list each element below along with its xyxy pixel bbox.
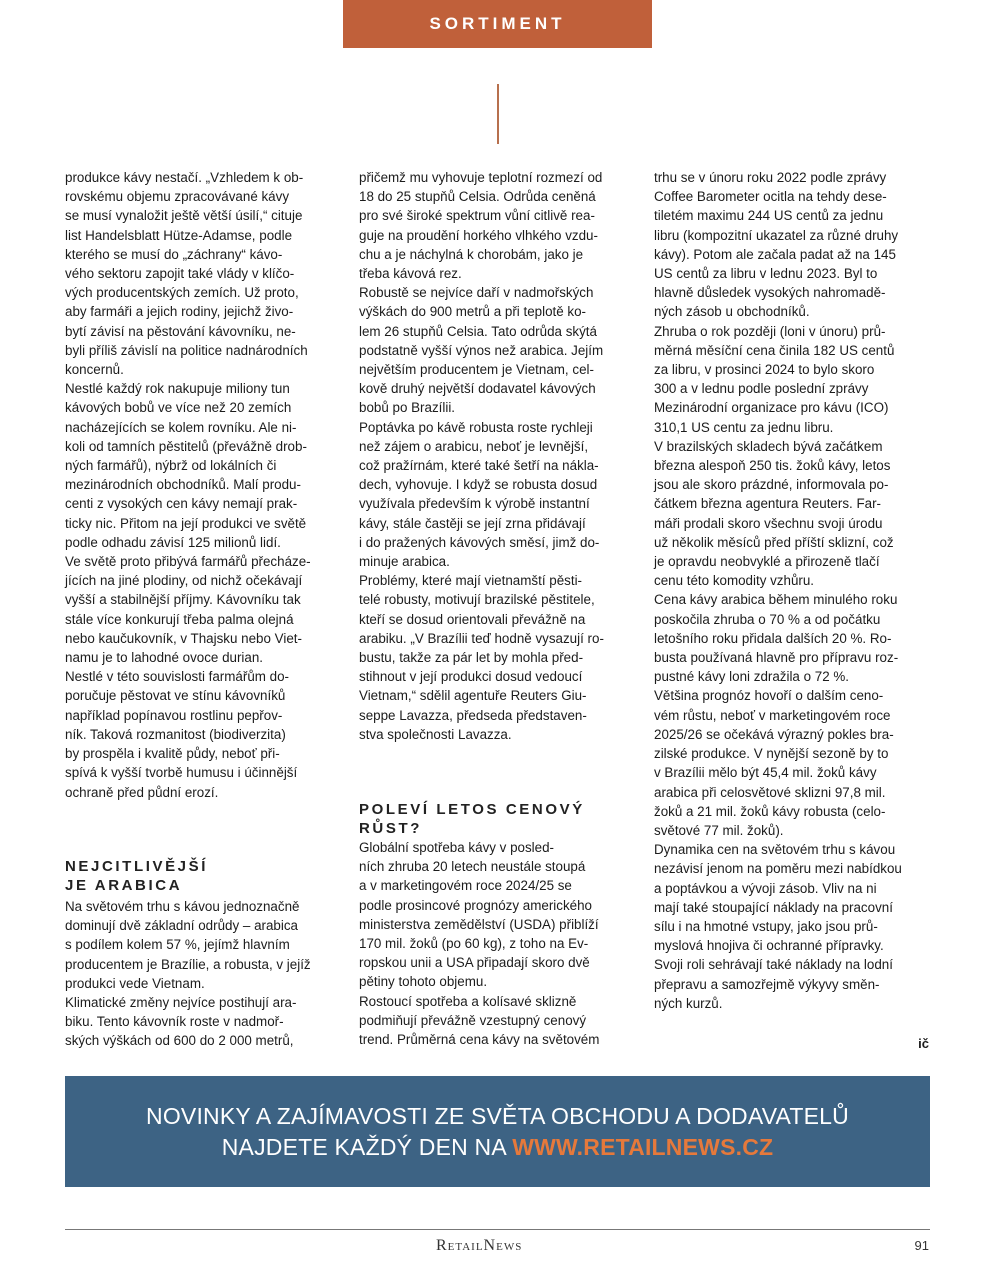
paragraph: Nestlé v této souvislosti farmářům do- poručuje pěstovat ve stínu kávovníků například popínavou rostlinu pepřov- ník. Taková rozmanitost (biodiverzita) by prospěla i kvalitě půdy, neboť při- spívá k vyšší tvorbě humusu i účinnější ochraně před půdní erozí. <box>65 669 298 800</box>
page-number: 91 <box>914 1238 929 1253</box>
paragraph: Robustě se nejvíce daří v nadmořských výškách do 900 metrů a při teplotě ko- lem 26 stupňů Celsia. Tato odrůda skýtá podstatně vyšší výnos než arabica. Jejím největším producentem je Vietnam, cel- kově druhý největší dodavatel kávových bobů po Brazílii. <box>359 285 604 416</box>
banner-line-2 <box>222 1132 774 1163</box>
footer-logo: RetailNews <box>436 1237 523 1254</box>
paragraph: trhu se v únoru roku 2022 podle zprávy Coffee Barometer ocitla na tehdy dese- tiletém maximu 244 US centů za jednu libru (kompozitní ukazatel za různé druhy kávy). Potom ale začala padat až na 145 US centů za libru v lednu 2023. Byl to hlavně důsledek vysokých nahromadě- ných zásob u obchodníků. <box>654 170 899 320</box>
article-column-2 <box>359 168 631 744</box>
paragraph: produkce kávy nestačí. „Vzhledem k ob- rovskému objemu zpracovávané kávy se musí vynaložit ještě větší úsilí,“ cituje list Handelsblatt Hütze-Adamse, podle kterého se musí do „záchrany“ kávo- vého sektoru zapojit také vlády v klíčo- vých producentských zemích. Už proto, aby farmáři a jejich rodiny, jejichž živo- bytí závisí na pěstování kávovníku, ne- byli příliš závislí na politice nadnárodních koncernů. <box>65 170 308 378</box>
paragraph: Globální spotřeba kávy v posled- ních zhruba 20 letech neustále stoupá a v marketingovém roce 2024/25 se podle prosincové prognózy amerického ministerstva zemědělství (USDA) přiblíží 170 mil. žoků (po 60 kg), z toho na Ev- ropskou unii a USA připadají skoro dvě pětiny tohoto objemu. <box>359 840 599 990</box>
promo-banner <box>65 1076 930 1187</box>
article-block-price-growth <box>359 838 631 1049</box>
paragraph: Na světovém trhu s kávou jednoznačně dominují dvě základní odrůdy – arabica s podílem kolem 57 %, jejímž hlavním producentem je Brazílie, a robusta, v jejíž produkci vede Vietnam. <box>65 899 311 991</box>
paragraph: Rostoucí spotřeba a kolísavé sklizně podmiňují převážně vzestupný cenový trend. Průměrná cena kávy na světovém <box>359 993 600 1048</box>
article-column-3 <box>654 168 934 1013</box>
section-tab <box>343 0 652 48</box>
subheading-arabica: NEJCITLIVĚJŠÍ JE ARABICA <box>65 858 208 894</box>
subheading-price-growth: POLEVÍ LETOS CENOVÝ RŮST? <box>359 801 585 837</box>
paragraph: Klimatické změny nejvíce postihují ara- biku. Tento kávovník roste v nadmoř- ských výškách od 600 do 2 000 metrů, <box>65 995 297 1049</box>
author-signature: ič <box>918 1036 929 1051</box>
decorative-divider <box>497 84 499 144</box>
article-column-1 <box>65 168 337 802</box>
section-label: SORTIMENT <box>429 14 566 33</box>
banner-line-1: NOVINKY A ZAJÍMAVOSTI ZE SVĚTA OBCHODU A DODAVATELŮ <box>146 1102 849 1129</box>
paragraph: Poptávka po kávě robusta roste rychleji než zájem o arabicu, neboť je levnější, což pražírnám, které také šetří na nákla- dech, vyhovuje. I když se robusta dosud využívala především k výrobě instantní kávy, stále častěji se její zrna přidávají i do pražených kávových směsí, jimž do- minuje arabica. <box>359 419 600 570</box>
banner-url-link[interactable]: WWW.RETAILNEWS.CZ <box>512 1133 774 1160</box>
paragraph: Dynamika cen na světovém trhu s kávou nezávisí jenom na poměru mezi nabídkou a poptávkou a vývoji zásob. Vliv na ni mají také stoupající náklady na pracovní sílu i na hmotné vstupy, jako jsou prů- myslová hnojiva či ochranné přípravky. Svoji roli sehrávají také náklady na lodní přepravu a samozřejmě výkyvy směn- ných kurzů. <box>654 842 902 1011</box>
paragraph: Cena kávy arabica během minulého roku poskočila zhruba o 70 % a od počátku letošního roku přidala dalších 20 %. Ro- busta používaná hlavně pro přípravu roz- pustné kávy loni zdražila o 72 %. <box>654 592 899 685</box>
paragraph: Nestlé každý rok nakupuje miliony tun kávových bobů ve více než 20 zemích nacházejících se kolem rovníku. Ale ni- koli od tamních pěstitelů (převážně drob- ných farmářů), nýbrž od lokálních či mezinárodních obchodníků. Malí produ- centi z vysokých cen kávy nemají prak- ticky nic. Přitom na její produkci ve světě podle odhadu závisí 125 milionů lidí. <box>65 381 307 550</box>
footer-divider <box>65 1229 930 1230</box>
paragraph: Zhruba o rok později (loni v únoru) prů- měrná měsíční cena činila 182 US centů za libru, v prosinci 2024 to bylo skoro 300 a v lednu podle poslední zprávy Mezinárodní organizace pro kávu (ICO) 310,1 US centu za jednu libru. <box>654 323 895 435</box>
paragraph: Většina prognóz hovoří o dalším ceno- vém růstu, neboť v marketingovém roce 2025/26 se očekává výrazný pokles bra- zilské produkce. V nynější sezoně by to v Brazílii mělo být 45,4 mil. žoků kávy arabica při celosvětové sklizni 97,8 mil. žoků a 21 mil. žoků kávy robusta (celo- světové 77 mil. žoků). <box>654 688 894 838</box>
paragraph: Problémy, které mají vietnamští pěsti- telé robusty, motivují brazilské pěstitele, kteří se dosud orientovali převážně na arabiku. „V Brazílii teď hodně vysazují ro- bustu, takže za pár let by mohla před- stihnout v její produkci dosud vedoucí Vietnam,“ sdělil agentuře Reuters Giu- seppe Lavazza, předseda představen- stva společnosti Lavazza. <box>359 573 604 742</box>
paragraph: Ve světě proto přibývá farmářů přecháze- jících na jiné plodiny, od nichž očekávají vyšší a stabilnější příjmy. Kávovníku tak stále více konkurují třeba palma olejná nebo kaučukovník, v Thajsku nebo Viet- namu je to lahodné ovoce durian. <box>65 554 311 666</box>
paragraph: přičemž mu vyhovuje teplotní rozmezí od 18 do 25 stupňů Celsia. Odrůda ceněná pro své široké spektrum vůní citlivě rea- guje na proudění horkého vlhkého vzdu- chu a je náchylná k chorobám, jako je třeba kávová rez. <box>359 170 603 282</box>
paragraph: V brazilských skladech bývá začátkem března alespoň 250 tis. žoků kávy, letos jsou ale skoro prázdné, informovala po- čátkem března agentura Reuters. Far- máři prodali skoro všechnu svoji úrodu už několik měsíců před příští sklizní, což je opravdu neobvyklé a přirozeně tlačí cenu této komodity vzhůru. <box>654 438 894 589</box>
article-block-arabica <box>65 897 337 1051</box>
banner-line-2-text: NAJDETE KAŽDÝ DEN NA <box>221 1133 513 1160</box>
